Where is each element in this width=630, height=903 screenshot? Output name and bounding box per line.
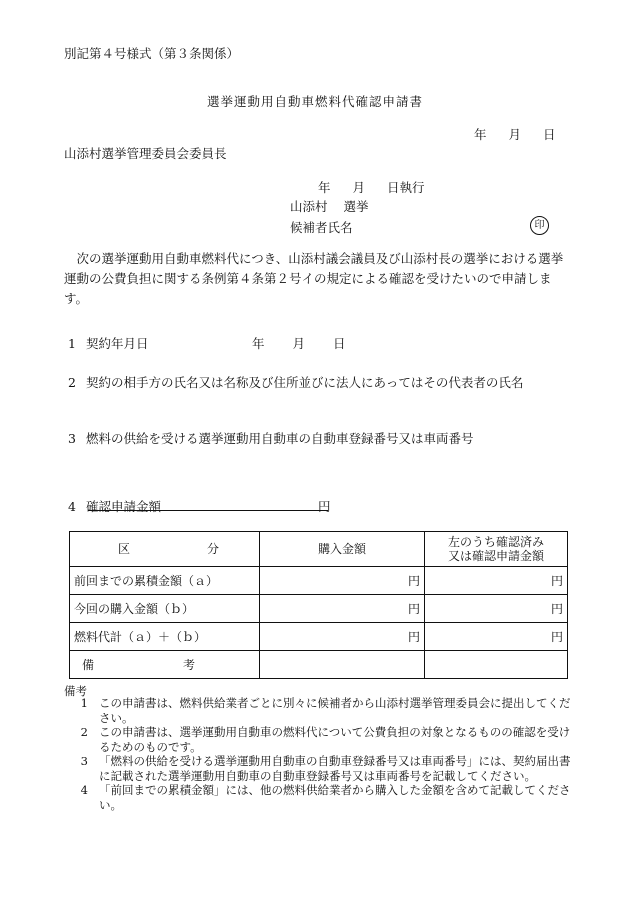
- document-title: 選挙運動用自動車燃料代確認申請書: [206, 94, 423, 109]
- note-text: この申請書は、選挙運動用自動車の燃料代について公費負担の対象となるものの確認を受けるためのものです。: [99, 725, 571, 754]
- confirmed-amount-cell: 円: [425, 595, 568, 623]
- exec-year-label: 年: [318, 180, 331, 195]
- note-number: 1: [80, 696, 88, 710]
- purchase-header: 購入金額: [260, 532, 425, 567]
- remarks-char1: 備: [82, 658, 95, 672]
- purchase-amount-cell: 円: [260, 623, 425, 651]
- month-label: 月: [292, 336, 306, 351]
- exec-month-label: 月: [352, 180, 366, 195]
- recipient: 山添村選挙管理委員会委員長: [64, 146, 227, 161]
- item-number: 3: [68, 431, 76, 446]
- amount-underline: [88, 510, 328, 511]
- category-header-char1: 区: [118, 542, 131, 556]
- row-label: 燃料代計（ａ）＋（ｂ）: [70, 623, 260, 651]
- confirmed-header-line1: 左のうち確認済み: [447, 535, 544, 549]
- note-item: [64, 783, 574, 812]
- item-label: 契約の相手方の氏名又は名称及び住所並びに法人にあってはその代表者の氏名: [85, 375, 524, 390]
- notes-list: [64, 696, 574, 812]
- note-text: 「燃料の供給を受ける選挙運動用自動車の自動車登録番号又は車両番号」には、契約届出書に記載された選挙運動用自動車の自動車登録番号又は車両番号を記載してください。: [99, 754, 571, 783]
- seal-mark: 印: [530, 216, 549, 235]
- candidate-name-label: 候補者氏名: [290, 220, 353, 235]
- amount-table: [69, 531, 568, 679]
- item-label: 燃料の供給を受ける選挙運動用自動車の自動車登録番号又は車両番号: [85, 431, 474, 446]
- amount-unit: 円: [318, 499, 331, 514]
- month-label: 月: [508, 127, 522, 142]
- contract-date-fields: [252, 334, 346, 352]
- confirmed-header-line2: 又は確認申請金額: [447, 549, 544, 563]
- category-header-char2: 分: [206, 542, 219, 556]
- row-label: 前回までの累積金額（ａ）: [70, 567, 260, 595]
- election-name: [290, 197, 369, 215]
- table-row: [70, 567, 568, 595]
- table-row: [70, 595, 568, 623]
- election-date: [318, 178, 425, 196]
- confirmed-header: [425, 532, 568, 567]
- note-number: 2: [80, 725, 88, 739]
- item-number: 1: [68, 336, 76, 351]
- item-vehicle-number: [68, 429, 473, 447]
- remarks-cell: [260, 651, 425, 679]
- intro-paragraph: [64, 249, 570, 309]
- table-row: [70, 623, 568, 651]
- year-label: 年: [474, 127, 487, 142]
- note-item: [64, 725, 574, 754]
- notes-heading: 備考: [64, 684, 87, 698]
- day-label: 日: [543, 127, 556, 142]
- note-text: この申請書は、燃料供給業者ごとに別々に候補者から山添村選挙管理委員会に提出してください。: [99, 696, 571, 725]
- remarks-char2: 考: [182, 658, 195, 672]
- year-label: 年: [252, 336, 265, 351]
- day-label: 日: [333, 336, 346, 351]
- remarks-cell: [425, 651, 568, 679]
- remarks-label-cell: [70, 651, 260, 679]
- item-label: 契約年月日: [85, 336, 149, 351]
- election-label: 選挙: [343, 199, 369, 214]
- item-requested-amount: [68, 497, 161, 515]
- intro-text: 次の選挙運動用自動車燃料代につき、山添村議会議員及び山添村長の選挙における選挙運動の公費負担に関する条例第４条第２号イの規定による確認を受けたいので申請します。: [64, 251, 564, 306]
- purchase-amount-cell: 円: [260, 567, 425, 595]
- note-number: 4: [80, 783, 88, 797]
- item-label: 確認申請金額: [85, 499, 161, 514]
- table-header-row: [70, 532, 568, 567]
- note-item: [64, 696, 574, 725]
- table-remarks-row: [70, 651, 568, 679]
- note-item: [64, 754, 574, 783]
- confirmed-amount-cell: 円: [425, 567, 568, 595]
- item-contract-date: [68, 334, 148, 352]
- application-date: [474, 125, 556, 143]
- note-number: 3: [80, 754, 88, 768]
- note-text: 「前回までの累積金額」には、他の燃料供給業者から購入した金額を含めて記載してください。: [99, 783, 571, 812]
- row-label: 今回の購入金額（ｂ）: [70, 595, 260, 623]
- village-label: 山添村: [290, 199, 328, 214]
- item-number: 4: [68, 499, 76, 514]
- item-number: 2: [68, 375, 76, 390]
- exec-day-label: 日執行: [387, 180, 425, 195]
- item-contractor: [68, 373, 523, 391]
- confirmed-amount-cell: 円: [425, 623, 568, 651]
- category-header: [70, 532, 260, 567]
- purchase-amount-cell: 円: [260, 595, 425, 623]
- form-number: 別記第４号様式（第３条関係）: [64, 46, 240, 61]
